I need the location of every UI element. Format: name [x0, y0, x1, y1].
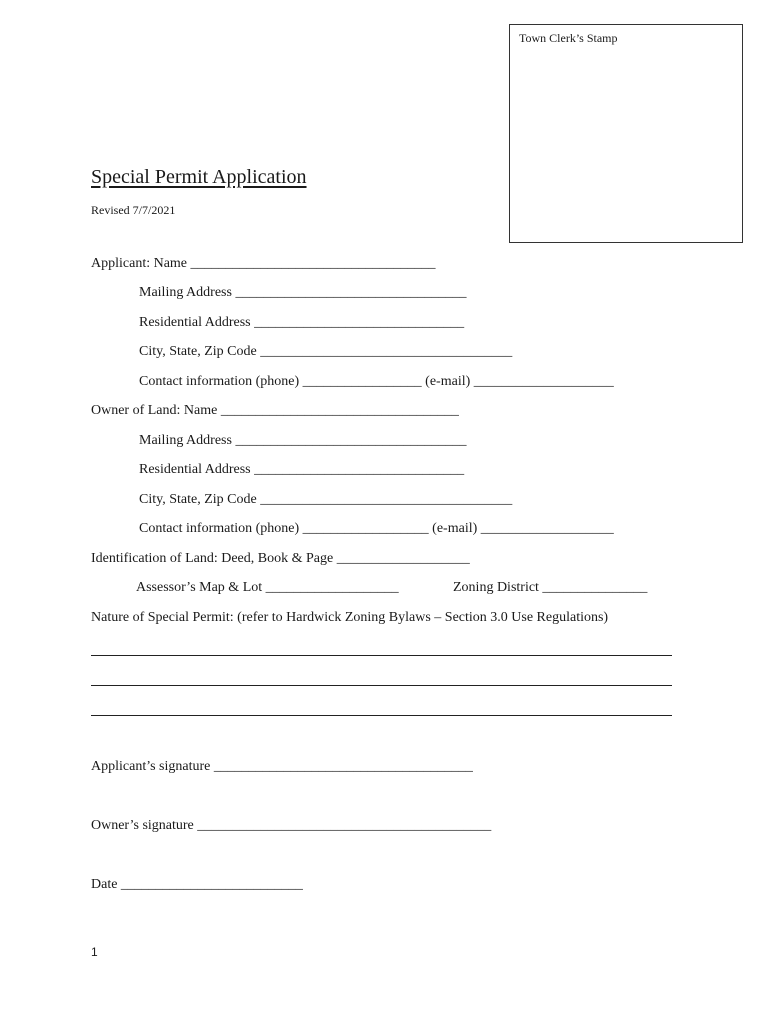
zoning-district-field[interactable]: Zoning District _______________	[453, 580, 648, 595]
applicant-name-field[interactable]: Applicant: Name ___________________________________	[91, 256, 436, 271]
applicant-residential-address-field[interactable]: Residential Address ______________________________	[139, 315, 465, 330]
owner-signature-field[interactable]: Owner’s signature __________________________________________	[91, 818, 492, 833]
owner-name-field[interactable]: Owner of Land: Name __________________________________	[91, 403, 459, 418]
stamp-label: Town Clerk’s Stamp	[519, 31, 618, 45]
applicant-contact-field[interactable]: Contact information (phone) _________________ (e-mail) ____________________	[139, 374, 614, 389]
nature-answer-line[interactable]	[91, 685, 672, 686]
applicant-mailing-address-field[interactable]: Mailing Address _________________________________	[139, 285, 467, 300]
owner-city-state-zip-field[interactable]: City, State, Zip Code ____________________________________	[139, 492, 513, 507]
applicant-city-state-zip-field[interactable]: City, State, Zip Code ____________________________________	[139, 344, 513, 359]
assessor-map-lot-field[interactable]: Assessor’s Map & Lot ___________________	[136, 580, 399, 595]
town-clerk-stamp-box	[509, 24, 743, 243]
nature-answer-line[interactable]	[91, 655, 672, 656]
owner-residential-address-field[interactable]: Residential Address ______________________________	[139, 462, 465, 477]
owner-contact-field[interactable]: Contact information (phone) __________________ (e-mail) ___________________	[139, 521, 614, 536]
nature-answer-line[interactable]	[91, 715, 672, 716]
revised-date: Revised 7/7/2021	[91, 203, 176, 217]
land-identification-field[interactable]: Identification of Land: Deed, Book & Page ___________________	[91, 551, 470, 566]
nature-of-permit-label: Nature of Special Permit: (refer to Hardwick Zoning Bylaws – Section 3.0 Use Regulations)	[91, 610, 609, 625]
owner-mailing-address-field[interactable]: Mailing Address _________________________________	[139, 433, 467, 448]
date-field[interactable]: Date __________________________	[91, 877, 303, 892]
applicant-signature-field[interactable]: Applicant’s signature _____________________________________	[91, 759, 473, 774]
page-number: 1	[91, 945, 98, 959]
page-title: Special Permit Application	[91, 166, 307, 188]
